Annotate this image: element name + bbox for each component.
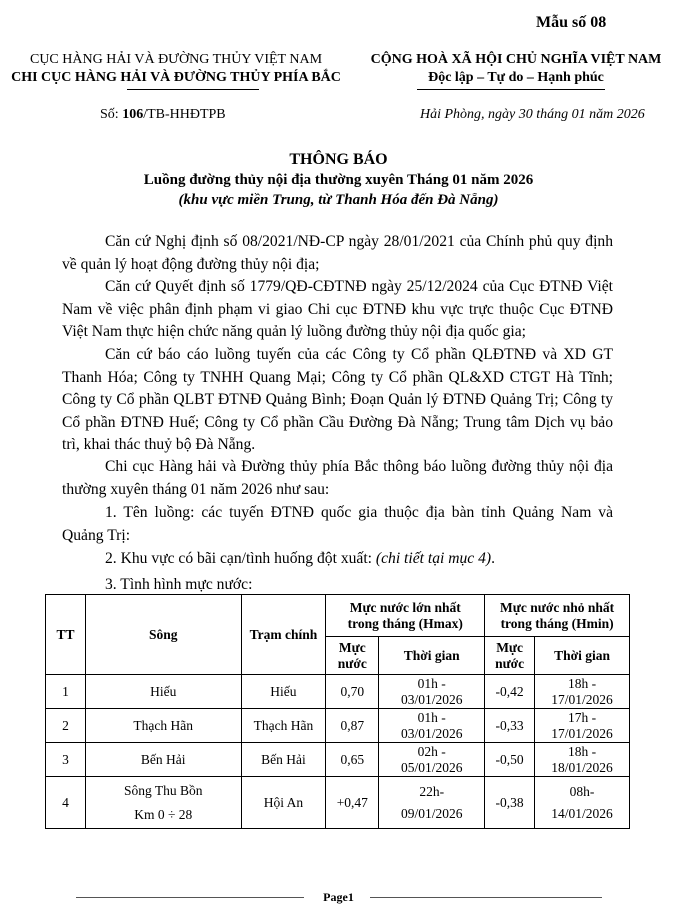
- max-date: 03/01/2026: [400, 725, 463, 741]
- river-name: Sông Thu Bồn: [123, 782, 203, 798]
- item-3-water-level: 3. Tình hình mực nước:: [105, 576, 253, 593]
- water-level-table: [45, 594, 630, 829]
- agency-underline: [127, 89, 259, 90]
- paragraph-legal-basis-2: Căn cứ Quyết định số 1779/QĐ-CĐTNĐ ngày 25/12/2024 của Cục ĐTNĐ Việt Nam về việc phân định phạm vi giao Chi cục ĐTNĐ khu vực trực thuộc Cục ĐTNĐ Việt Nam thực hiện chức năng quản lý luồng đường thủy nội địa quốc gia;: [62, 278, 613, 340]
- hmax-label-1: Mực nước lớn nhất: [349, 599, 461, 615]
- cell-max-time: [379, 743, 485, 777]
- cell-tt: 4: [46, 777, 86, 829]
- cell-max-time: [379, 777, 485, 829]
- min-hour: 18h -: [567, 743, 597, 759]
- cell-min-time: [535, 777, 630, 829]
- cell-station: Bến Hải: [241, 743, 326, 777]
- cell-station: Hội An: [241, 777, 326, 829]
- hmin-label-1: Mực nước nhỏ nhất: [500, 599, 615, 615]
- agency-name: CỤC HÀNG HẢI VÀ ĐƯỜNG THỦY VIỆT NAM: [29, 52, 323, 67]
- cell-station: Thạch Hãn: [241, 709, 326, 743]
- max-level-label-2: nước: [337, 655, 367, 671]
- col-header-min-level: [485, 637, 535, 675]
- col-header-tt: TT: [46, 595, 86, 675]
- max-date: 05/01/2026: [400, 759, 463, 775]
- notice-region: (khu vực miền Trung, từ Thanh Hóa đến Đà Nẵng): [178, 192, 499, 208]
- item-2-text: 2. Khu vực có bãi cạn/tình huống đột xuất:: [105, 550, 376, 567]
- item-2-shoal-area: [62, 548, 613, 571]
- col-header-station: Trạm chính: [241, 595, 326, 675]
- min-hour: 08h-: [569, 783, 595, 799]
- paragraph-announcement: Chi cục Hàng hải và Đường thủy phía Bắc thông báo luồng đường thủy nội địa thường xuyên tháng 01 năm 2026 như sau:: [62, 458, 613, 498]
- cell-min-level: -0,50: [485, 743, 535, 777]
- min-date: 17/01/2026: [551, 691, 613, 707]
- page-number: Page1: [323, 890, 354, 904]
- cell-tt: 3: [46, 743, 86, 777]
- max-date: 09/01/2026: [400, 805, 463, 821]
- cell-tt: 1: [46, 675, 86, 709]
- item-2-reference: (chi tiết tại mục 4): [375, 550, 492, 567]
- cell-station: Hiếu: [241, 675, 326, 709]
- col-header-river: Sông: [85, 595, 241, 675]
- cell-max-level: 0,70: [326, 675, 379, 709]
- cell-min-level: -0,42: [485, 675, 535, 709]
- min-level-label-1: Mực: [496, 639, 524, 655]
- cell-max-level: +0,47: [326, 777, 379, 829]
- cell-river: Thạch Hãn: [85, 709, 241, 743]
- hmax-label-2: trong tháng (Hmax): [347, 615, 463, 631]
- max-hour: 02h -: [417, 743, 446, 759]
- paragraph-legal-basis-3: Căn cứ báo cáo luồng tuyến của các Công ty Cổ phần QLĐTNĐ và XD GT Thanh Hóa; Công ty TNHH Quang Mại; Công ty Cổ phần QL&XD CTGT Hà Tĩnh; Công ty Cổ phần QLBT ĐTNĐ Quảng Bình; Đoạn Quản lý ĐTNĐ Quảng Trị; Công ty Cổ phần ĐTNĐ Huế; Công ty Cổ phần Cầu Đường Đà Nẵng; Trung tâm Dịch vụ bảo trì, khai thác thuỷ bộ Đà Nẵng.: [62, 346, 613, 453]
- max-date: 03/01/2026: [400, 691, 463, 707]
- cell-tt: 2: [46, 709, 86, 743]
- min-level-label-2: nước: [495, 655, 525, 671]
- cell-max-time: [379, 675, 485, 709]
- cell-max-level: 0,65: [326, 743, 379, 777]
- min-date: 14/01/2026: [551, 805, 613, 821]
- max-level-label-1: Mực: [338, 639, 366, 655]
- river-km-range: Km 0 ÷ 28: [134, 806, 193, 822]
- cell-river: [85, 777, 241, 829]
- table-row: [46, 709, 630, 743]
- col-header-max-level: [326, 637, 379, 675]
- notice-title: THÔNG BÁO: [289, 151, 388, 168]
- cell-min-time: [535, 709, 630, 743]
- form-number: Mẫu số 08: [536, 14, 607, 31]
- max-hour: 01h -: [417, 709, 446, 725]
- doc-number-value: 106: [122, 107, 144, 122]
- min-date: 18/01/2026: [551, 759, 613, 775]
- cell-max-time: [379, 709, 485, 743]
- table-row: [46, 675, 630, 709]
- sub-agency-name: CHI CỤC HÀNG HẢI VÀ ĐƯỜNG THỦY PHÍA BẮC: [11, 70, 341, 85]
- cell-min-level: -0,33: [485, 709, 535, 743]
- min-date: 17/01/2026: [551, 725, 613, 741]
- col-header-hmin: [485, 595, 630, 637]
- notice-subtitle: Luồng đường thủy nội địa thường xuyên Tháng 01 năm 2026: [143, 172, 534, 188]
- cell-min-time: [535, 743, 630, 777]
- col-header-min-time: Thời gian: [535, 637, 630, 675]
- place-date: Hải Phòng, ngày 30 tháng 01 năm 2026: [420, 107, 645, 122]
- national-title: CỘNG HOÀ XÃ HỘI CHỦ NGHĨA VIỆT NAM: [370, 52, 662, 67]
- min-hour: 17h -: [567, 709, 597, 725]
- cell-river: Bến Hải: [85, 743, 241, 777]
- doc-number-suffix: /TB-HHĐTPB: [143, 107, 226, 122]
- motto-underline: [417, 89, 605, 90]
- paragraph-legal-basis-1: Căn cứ Nghị định số 08/2021/NĐ-CP ngày 28/01/2021 của Chính phủ quy định về quản lý hoạt động đường thủy nội địa;: [62, 233, 613, 273]
- table-row: [46, 743, 630, 777]
- item-2-end: .: [491, 550, 495, 567]
- document-number: [100, 107, 226, 123]
- max-hour: 22h-: [419, 783, 445, 799]
- col-header-max-time: Thời gian: [379, 637, 485, 675]
- national-motto: Độc lập – Tự do – Hạnh phúc: [428, 70, 604, 85]
- max-hour: 01h -: [417, 675, 446, 691]
- min-hour: 18h -: [567, 675, 597, 691]
- doc-number-prefix: Số:: [100, 107, 123, 122]
- table-row: [46, 777, 630, 829]
- cell-max-level: 0,87: [326, 709, 379, 743]
- hmin-label-2: trong tháng (Hmin): [500, 615, 614, 631]
- col-header-hmax: [326, 595, 485, 637]
- cell-min-time: [535, 675, 630, 709]
- cell-min-level: -0,38: [485, 777, 535, 829]
- item-1-route-name: 1. Tên luồng: các tuyến ĐTNĐ quốc gia thuộc địa bàn tỉnh Quảng Nam và Quảng Trị:: [62, 504, 613, 544]
- cell-river: Hiếu: [85, 675, 241, 709]
